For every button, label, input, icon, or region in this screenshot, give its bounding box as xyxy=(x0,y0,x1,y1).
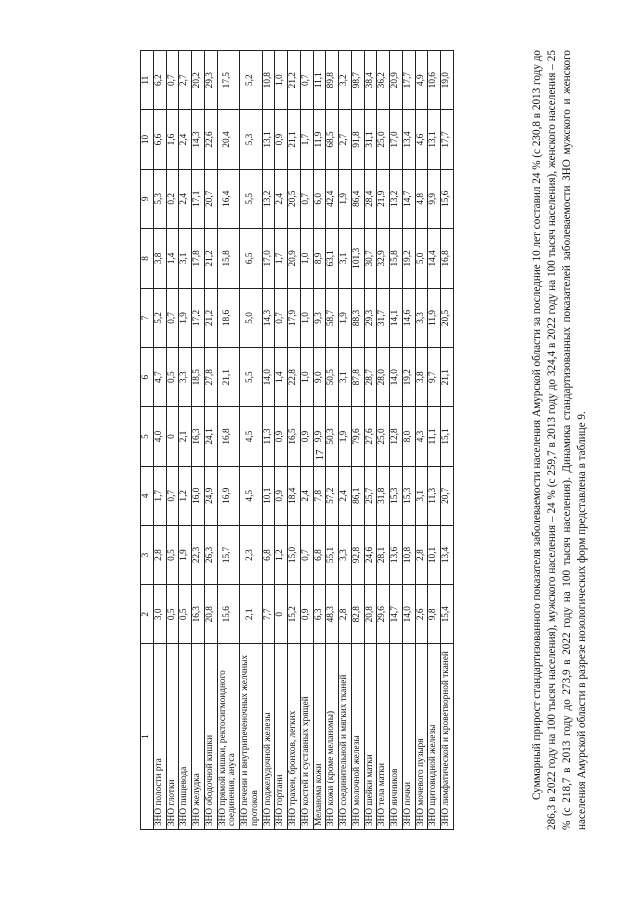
table-cell: 0,9 xyxy=(275,407,288,466)
table-cell: 29,3 xyxy=(204,51,217,110)
table-cell: 9,9 xyxy=(428,169,441,228)
table-cell: 2,6 xyxy=(415,585,428,644)
table-cell: 11,3 xyxy=(428,466,441,525)
table-row xyxy=(217,51,240,830)
table-cell: 20,5 xyxy=(441,288,454,347)
table-cell: 2,1 xyxy=(179,407,192,466)
table-cell: 2,7 xyxy=(179,51,192,110)
table-cell: 1,9 xyxy=(339,169,352,228)
row-label: ЗНО глотки xyxy=(166,644,179,830)
table-cell: 32,9 xyxy=(377,228,390,288)
table-cell: 58,7 xyxy=(326,288,339,347)
table-cell: 8,9 xyxy=(313,228,326,288)
table-cell: 13,2 xyxy=(262,169,275,228)
row-label: ЗНО молочной железы xyxy=(351,644,364,830)
table-cell: 16,8 xyxy=(217,407,240,466)
table-cell: 21,2 xyxy=(204,288,217,347)
table-cell: 13,2 xyxy=(390,169,403,228)
table-row xyxy=(166,51,179,830)
table-cell: 0,5 xyxy=(166,585,179,644)
table-cell: 2,3 xyxy=(240,525,263,584)
column-header: 11 xyxy=(141,51,154,110)
table-cell: 17,7 xyxy=(441,110,454,169)
table-cell: 3,8 xyxy=(415,348,428,407)
table-cell: 0,7 xyxy=(275,288,288,347)
table-row xyxy=(415,51,428,830)
column-header: 10 xyxy=(141,110,154,169)
table-cell: 28,7 xyxy=(364,348,377,407)
table-cell: 0,9 xyxy=(300,585,313,644)
paragraph-text: Суммарный прирост стандартизованного показателя заболеваемости населения Амурской области за последние 10 лет составил 24 % (с 230,8 в 2013 году до 286,3 в 2022 году на 100 тысяч населения), мужского населения – 24 % (с 259,7 в 2013 году до 324,4 в 2022 году на 100 тысяч населения), женского населения – 25 % (с 218,7 в 2013 году до 273,9 в 2022 году на 100 тысяч населения). Динамика стандартизованных показателей заболеваемости ЗНО мужского и женского населения Амурской области в разрезе нозологических форм представлена в таблице 9. xyxy=(531,50,589,830)
table-cell: 15,7 xyxy=(217,525,240,584)
table-cell: 4,6 xyxy=(415,110,428,169)
table-cell: 4,5 xyxy=(240,407,263,466)
table-cell: 20,5 xyxy=(288,169,301,228)
table-row xyxy=(313,51,326,830)
table-cell: 1,4 xyxy=(275,348,288,407)
table-cell: 3,3 xyxy=(339,525,352,584)
table-cell: 7,8 xyxy=(313,466,326,525)
table-cell: 15,3 xyxy=(402,466,415,525)
table-cell: 22,8 xyxy=(288,348,301,407)
table-cell: 17,2 xyxy=(192,288,205,347)
table-cell: 9,8 xyxy=(428,585,441,644)
table-cell: 30,7 xyxy=(364,228,377,288)
table-cell: 15,6 xyxy=(441,169,454,228)
table-cell: 19,0 xyxy=(441,51,454,110)
table-cell: 18,5 xyxy=(192,348,205,407)
table-cell: 24,9 xyxy=(204,466,217,525)
table-cell: 4,0 xyxy=(153,407,166,466)
table-cell: 2,8 xyxy=(153,525,166,584)
table-cell: 21,1 xyxy=(217,348,240,407)
table-cell: 7,7 xyxy=(262,585,275,644)
table-cell: 1,9 xyxy=(179,525,192,584)
incidence-table xyxy=(140,50,454,830)
row-label: ЗНО прямой кишки, ректосигмоидного соединения, ануса xyxy=(217,644,240,830)
table-cell: 16,8 xyxy=(441,228,454,288)
table-cell: 68,5 xyxy=(326,110,339,169)
table-cell: 15,0 xyxy=(288,525,301,584)
table-cell: 16,9 xyxy=(217,466,240,525)
table-cell: 12,8 xyxy=(390,407,403,466)
table-row xyxy=(240,51,263,830)
table-cell: 9,9 xyxy=(313,407,326,466)
rotated-content xyxy=(140,50,640,830)
row-label: ЗНО гортани xyxy=(275,644,288,830)
table-cell: 20,7 xyxy=(204,169,217,228)
table-cell: 0,9 xyxy=(275,110,288,169)
table-cell: 0,9 xyxy=(300,407,313,466)
table-cell: 3,1 xyxy=(339,348,352,407)
column-header: 2 xyxy=(141,585,154,644)
table-cell: 16,5 xyxy=(288,407,301,466)
table-row xyxy=(288,51,301,830)
table-cell: 25,7 xyxy=(364,466,377,525)
row-label: ЗНО мочевого пузыря xyxy=(415,644,428,830)
table-cell: 15,8 xyxy=(217,228,240,288)
table-cell: 0 xyxy=(275,585,288,644)
table-cell: 9,3 xyxy=(313,288,326,347)
table-cell: 101,3 xyxy=(351,228,364,288)
table-cell: 17,0 xyxy=(262,228,275,288)
table-cell: 86,4 xyxy=(351,169,364,228)
table-cell: 5,3 xyxy=(153,169,166,228)
table-cell: 50,5 xyxy=(326,348,339,407)
table-cell: 0,5 xyxy=(166,525,179,584)
row-label: ЗНО пищевода xyxy=(179,644,192,830)
table-cell: 87,8 xyxy=(351,348,364,407)
row-label: ЗНО трахеи, бронхов, легких xyxy=(288,644,301,830)
table-cell: 63,1 xyxy=(326,228,339,288)
row-label: ЗНО яичников xyxy=(390,644,403,830)
table-cell: 4,3 xyxy=(415,407,428,466)
table-cell: 16,3 xyxy=(192,585,205,644)
table-cell: 98,7 xyxy=(351,51,364,110)
table-cell: 15,1 xyxy=(441,407,454,466)
table-cell: 2,4 xyxy=(275,169,288,228)
table-cell: 2,1 xyxy=(240,585,263,644)
table-cell: 14,6 xyxy=(402,288,415,347)
table-cell: 14,1 xyxy=(390,288,403,347)
table-cell: 0,9 xyxy=(275,466,288,525)
table-cell: 15,2 xyxy=(288,585,301,644)
table-cell: 79,6 xyxy=(351,407,364,466)
table-cell: 1,7 xyxy=(275,228,288,288)
table-row xyxy=(153,51,166,830)
table-cell: 27,8 xyxy=(204,348,217,407)
table-cell: 17,5 xyxy=(217,51,240,110)
table-cell: 1,7 xyxy=(153,466,166,525)
column-header: 1 xyxy=(141,644,154,830)
table-cell: 6,3 xyxy=(313,585,326,644)
row-label: ЗНО ободочной кишки xyxy=(204,644,217,830)
table-row xyxy=(179,51,192,830)
table-cell: 2,7 xyxy=(339,110,352,169)
table-cell: 1,0 xyxy=(275,51,288,110)
table-cell: 0,5 xyxy=(179,585,192,644)
table-cell: 14,7 xyxy=(390,585,403,644)
table-cell: 15,4 xyxy=(441,585,454,644)
table-cell: 14,3 xyxy=(192,110,205,169)
row-label: ЗНО соединительной и мягких тканей xyxy=(339,644,352,830)
table-body xyxy=(153,51,453,830)
table-cell: 5,3 xyxy=(240,110,263,169)
table-cell: 13,4 xyxy=(441,525,454,584)
table-cell: 21,1 xyxy=(441,348,454,407)
table-cell: 27,6 xyxy=(364,407,377,466)
table-cell: 21,2 xyxy=(204,228,217,288)
column-header: 7 xyxy=(141,288,154,347)
column-header: 4 xyxy=(141,466,154,525)
table-cell: 4,5 xyxy=(240,466,263,525)
table-cell: 28,0 xyxy=(377,348,390,407)
table-cell: 1,0 xyxy=(300,228,313,288)
table-cell: 3,3 xyxy=(415,288,428,347)
row-label: ЗНО костей и суставных хрящей xyxy=(300,644,313,830)
table-cell: 17,9 xyxy=(288,288,301,347)
table-cell: 8,0 xyxy=(402,407,415,466)
table-cell: 6,5 xyxy=(240,228,263,288)
table-row xyxy=(300,51,313,830)
table-cell: 31,1 xyxy=(364,110,377,169)
table-cell: 16,0 xyxy=(192,466,205,525)
table-cell: 20,4 xyxy=(217,110,240,169)
table-cell: 92,8 xyxy=(351,525,364,584)
table-cell: 31,7 xyxy=(377,288,390,347)
table-cell: 9,0 xyxy=(313,348,326,407)
table-cell: 20,8 xyxy=(364,585,377,644)
table-cell: 3,0 xyxy=(153,585,166,644)
table-cell: 57,2 xyxy=(326,466,339,525)
table-cell: 1,9 xyxy=(179,288,192,347)
table-cell: 14,7 xyxy=(402,169,415,228)
table-cell: 22,3 xyxy=(192,525,205,584)
table-cell: 55,1 xyxy=(326,525,339,584)
table-cell: 2,4 xyxy=(179,110,192,169)
row-label: ЗНО поджелудочной железы xyxy=(262,644,275,830)
table-cell: 38,4 xyxy=(364,51,377,110)
row-label: ЗНО полости рта xyxy=(153,644,166,830)
table-cell: 0 xyxy=(166,407,179,466)
table-cell: 14,4 xyxy=(428,228,441,288)
table-cell: 1,0 xyxy=(300,348,313,407)
row-label: ЗНО печени и внутрипеченочных желчных протоков xyxy=(240,644,263,830)
table-cell: 24,1 xyxy=(204,407,217,466)
table-cell: 2,4 xyxy=(179,169,192,228)
table-cell: 42,4 xyxy=(326,169,339,228)
column-header: 8 xyxy=(141,228,154,288)
table-row xyxy=(351,51,364,830)
table-cell: 13,4 xyxy=(402,110,415,169)
table-cell: 89,8 xyxy=(326,51,339,110)
table-row xyxy=(390,51,403,830)
table-cell: 0,2 xyxy=(166,169,179,228)
row-label: ЗНО лимфатической и кроветворной тканей xyxy=(441,644,454,830)
table-cell: 1,7 xyxy=(300,110,313,169)
table-cell: 13,1 xyxy=(262,110,275,169)
table-cell: 15,8 xyxy=(390,228,403,288)
table-cell: 16,4 xyxy=(217,169,240,228)
table-cell: 26,3 xyxy=(204,525,217,584)
table-cell: 6,6 xyxy=(153,110,166,169)
row-label: ЗНО кожи (кроме меланомы) xyxy=(326,644,339,830)
table-cell: 4,7 xyxy=(153,348,166,407)
table-cell: 20,8 xyxy=(204,585,217,644)
table-cell: 28,4 xyxy=(364,169,377,228)
table-cell: 5,5 xyxy=(240,169,263,228)
table-cell: 6,0 xyxy=(313,169,326,228)
table-row xyxy=(326,51,339,830)
table-cell: 21,1 xyxy=(288,110,301,169)
table-row xyxy=(192,51,205,830)
table-cell: 25,0 xyxy=(377,407,390,466)
table-cell: 5,2 xyxy=(240,51,263,110)
table-cell: 3,2 xyxy=(339,51,352,110)
table-cell: 1,2 xyxy=(179,466,192,525)
table-cell: 18,4 xyxy=(288,466,301,525)
row-label: Меланома кожи xyxy=(313,644,326,830)
table-cell: 14,0 xyxy=(262,348,275,407)
table-cell: 0,7 xyxy=(166,51,179,110)
table-cell: 2,4 xyxy=(300,466,313,525)
table-cell: 5,2 xyxy=(153,288,166,347)
table-cell: 11,3 xyxy=(262,407,275,466)
table-cell: 10,6 xyxy=(428,51,441,110)
table-cell: 3,1 xyxy=(415,466,428,525)
table-cell: 25,0 xyxy=(377,110,390,169)
table-cell: 13,1 xyxy=(428,110,441,169)
row-label: ЗНО шейки матки xyxy=(364,644,377,830)
table-row xyxy=(339,51,352,830)
table-cell: 1,9 xyxy=(339,288,352,347)
table-cell: 3,3 xyxy=(179,348,192,407)
table-cell: 4,9 xyxy=(415,51,428,110)
table-cell: 6,2 xyxy=(153,51,166,110)
table-cell: 2,4 xyxy=(339,466,352,525)
table-cell: 0,5 xyxy=(166,348,179,407)
table-cell: 18,6 xyxy=(217,288,240,347)
table-cell: 10,8 xyxy=(402,525,415,584)
table-cell: 21,9 xyxy=(377,169,390,228)
table-cell: 88,3 xyxy=(351,288,364,347)
table-cell: 20,2 xyxy=(192,51,205,110)
table-cell: 3,1 xyxy=(179,228,192,288)
table-cell: 15,6 xyxy=(217,585,240,644)
table-cell: 3,8 xyxy=(153,228,166,288)
table-row xyxy=(262,51,275,830)
table-cell: 1,6 xyxy=(166,110,179,169)
table-cell: 1,9 xyxy=(339,407,352,466)
table-cell: 20,9 xyxy=(390,51,403,110)
table-row xyxy=(428,51,441,830)
table-row xyxy=(204,51,217,830)
table-cell: 11,9 xyxy=(313,110,326,169)
table-cell: 5,5 xyxy=(240,348,263,407)
table-cell: 19,2 xyxy=(402,348,415,407)
summary-paragraph xyxy=(530,50,590,830)
table-cell: 0,7 xyxy=(300,169,313,228)
page-number: 17 xyxy=(314,449,326,461)
table-cell: 20,9 xyxy=(288,228,301,288)
table-row xyxy=(364,51,377,830)
row-label: ЗНО почки xyxy=(402,644,415,830)
table-cell: 14,0 xyxy=(390,348,403,407)
table-cell: 29,6 xyxy=(377,585,390,644)
table-cell: 82,8 xyxy=(351,585,364,644)
table-cell: 20,7 xyxy=(441,466,454,525)
table-cell: 10,1 xyxy=(262,466,275,525)
table-cell: 19,2 xyxy=(402,228,415,288)
row-label: ЗНО тела матки xyxy=(377,644,390,830)
table-row xyxy=(402,51,415,830)
table-row xyxy=(275,51,288,830)
table-cell: 0,7 xyxy=(166,288,179,347)
table-cell: 29,3 xyxy=(364,288,377,347)
table-cell: 10,1 xyxy=(428,525,441,584)
table-cell: 28,1 xyxy=(377,525,390,584)
column-header: 5 xyxy=(141,407,154,466)
table-cell: 5,0 xyxy=(240,288,263,347)
table-cell: 48,3 xyxy=(326,585,339,644)
table-cell: 36,2 xyxy=(377,51,390,110)
table-cell: 91,8 xyxy=(351,110,364,169)
table-cell: 2,8 xyxy=(415,525,428,584)
table-cell: 17,8 xyxy=(192,228,205,288)
table-cell: 17,1 xyxy=(192,169,205,228)
table-cell: 9,7 xyxy=(428,348,441,407)
column-header: 3 xyxy=(141,525,154,584)
table-cell: 4,8 xyxy=(415,169,428,228)
table-cell: 10,8 xyxy=(262,51,275,110)
table-cell: 1,4 xyxy=(166,228,179,288)
table-cell: 11,9 xyxy=(428,288,441,347)
row-label: ЗНО желудка xyxy=(192,644,205,830)
table-cell: 21,2 xyxy=(288,51,301,110)
table-cell: 6,8 xyxy=(313,525,326,584)
table-cell: 6,8 xyxy=(262,525,275,584)
table-row xyxy=(441,51,454,830)
table-cell: 0,7 xyxy=(300,51,313,110)
table-cell: 11,1 xyxy=(428,407,441,466)
table-cell: 15,3 xyxy=(390,466,403,525)
column-header: 6 xyxy=(141,348,154,407)
table-cell: 0,7 xyxy=(300,525,313,584)
table-cell: 11,1 xyxy=(313,51,326,110)
row-label: ЗНО щитовидной железы xyxy=(428,644,441,830)
table-row xyxy=(377,51,390,830)
table-header-row xyxy=(141,51,154,830)
table-cell: 17,0 xyxy=(390,110,403,169)
table-cell: 5,0 xyxy=(415,228,428,288)
table-cell: 16,3 xyxy=(192,407,205,466)
table-cell: 14,0 xyxy=(402,585,415,644)
table-cell: 31,8 xyxy=(377,466,390,525)
column-header: 9 xyxy=(141,169,154,228)
table-cell: 0,7 xyxy=(166,466,179,525)
table-cell: 50,3 xyxy=(326,407,339,466)
table-cell: 22,6 xyxy=(204,110,217,169)
table-cell: 17,7 xyxy=(402,51,415,110)
table-cell: 1,2 xyxy=(275,525,288,584)
table-cell: 86,1 xyxy=(351,466,364,525)
table-cell: 2,8 xyxy=(339,585,352,644)
table-cell: 13,6 xyxy=(390,525,403,584)
table-cell: 1,0 xyxy=(300,288,313,347)
table-cell: 14,3 xyxy=(262,288,275,347)
table-cell: 24,6 xyxy=(364,525,377,584)
table-cell: 3,1 xyxy=(339,228,352,288)
